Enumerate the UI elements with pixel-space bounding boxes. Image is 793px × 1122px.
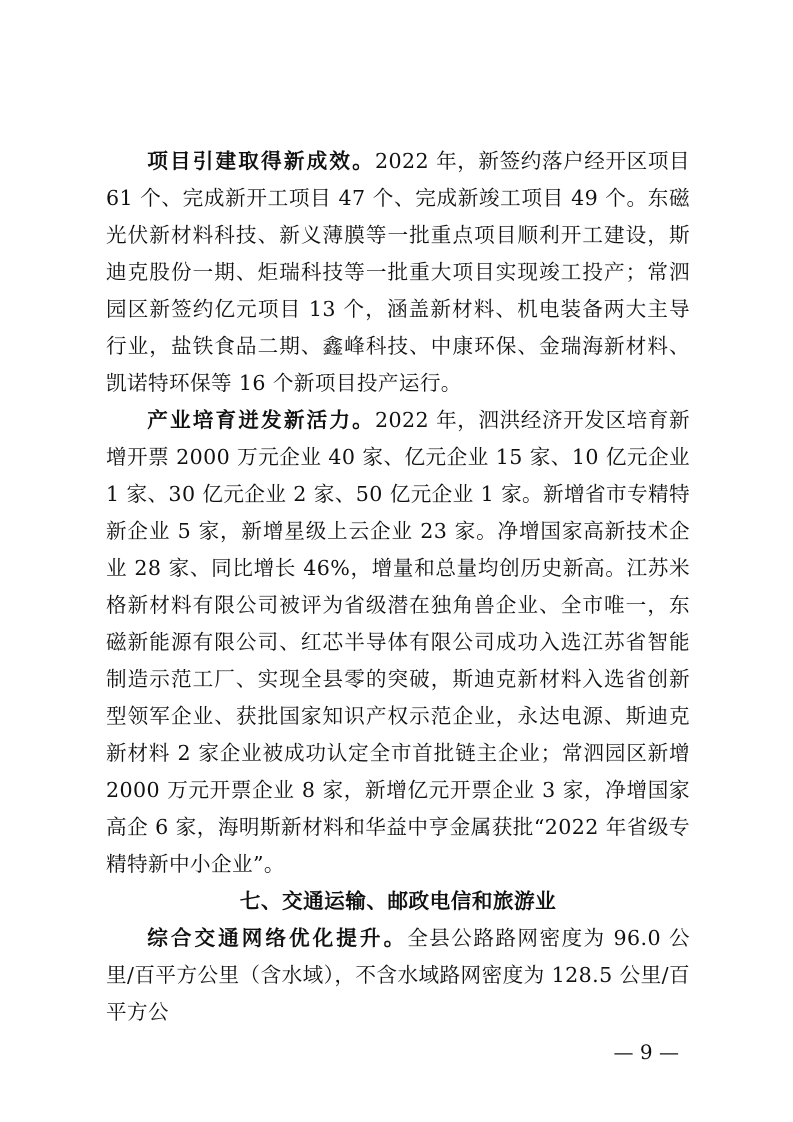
page-number: — 9 — (613, 1040, 679, 1064)
paragraph-industry-cultivation (106, 402, 690, 883)
paragraph-body: 2022 年，新签约落户经开区项目 61 个、完成新开工项目 47 个、完成新竣工项目 49 个。东磁光伏新材料科技、新义薄膜等一批重点项目顺利开工建设，斯迪克股份一期、炬瑞科技等一批重大项目实现竣工投产；常泗园区新签约亿元项目 13 个，涵盖新材料、机电装备两大主导行业，盐铁食品二期、鑫峰科技、中康环保、金瑞海新材料、凯诺特环保等 16 个新项目投产运行。 (106, 149, 690, 395)
paragraph-transport-network (106, 920, 690, 1031)
paragraph-lead: 综合交通网络优化提升。 (147, 926, 408, 950)
paragraph-body: 2022 年，泗洪经济开发区培育新增开票 2000 万元企业 40 家、亿元企业 15 家、10 亿元企业 1 家、30 亿元企业 2 家、50 亿元企业 1 家。新增省市专精特新企业 5 家，新增星级上云企业 23 家。净增国家高新技术企业 28 家、同比增长 46%，增量和总量均创历史新高。江苏米格新材料有限公司被评为省级潜在独角兽企业、全市唯一，东磁新能源有限公司、红芯半导体有限公司成功入选江苏省智能制造示范工厂、实现全县零的突破，斯迪克新材料入选省创新型领军企业、获批国家知识产权示范企业，永达电源、斯迪克新材料 2 家企业被成功认定全市首批链主企业；常泗园区新增 2000 万元开票企业 8 家，新增亿元开票企业 3 家，净增国家高企 6 家，海明斯新材料和华益中亨金属获批“2022 年省级专精特新中小企业”。 (106, 408, 691, 876)
body-text (106, 143, 690, 1031)
paragraph-lead: 项目引建取得新成效。 (147, 149, 375, 173)
section-heading: 七、交通运输、邮政电信和旅游业 (239, 889, 557, 913)
paragraph-lead: 产业培育迸发新活力。 (147, 408, 375, 432)
paragraph-body: 全县公路路网密度为 96.0 公里/百平方公里（含水域），不含水域路网密度为 128.5 公里/百平方公 (106, 926, 690, 1024)
paragraph-project-construction (106, 143, 690, 402)
